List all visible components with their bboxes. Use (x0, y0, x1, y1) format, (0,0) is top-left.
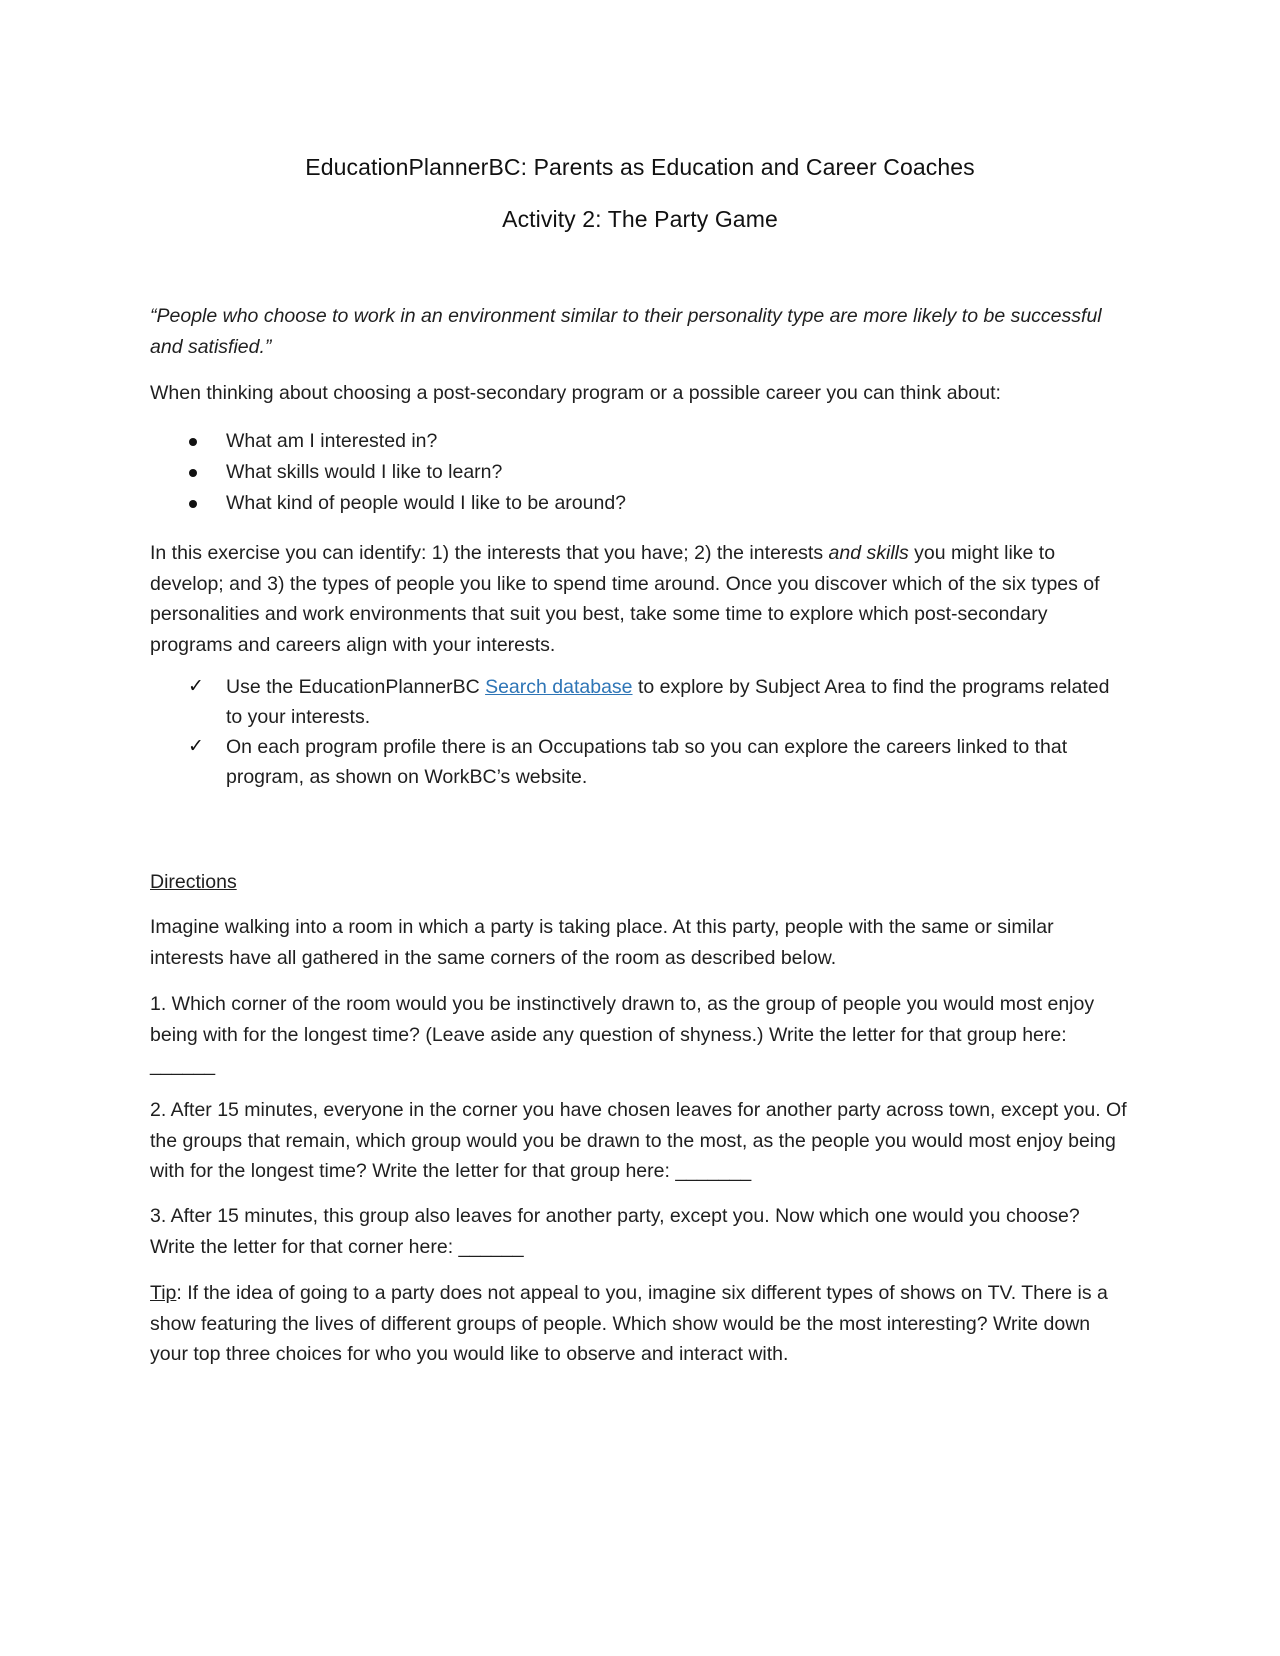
exercise-emphasis: and skills (828, 542, 909, 564)
resource-checklist (150, 672, 1130, 792)
checklist-text: On each program profile there is an Occupations tab so you can explore the careers linked to that program, as shown on WorkBC’s website. (226, 736, 1068, 788)
imagine-paragraph: Imagine walking into a room in which a party is taking place. At this party, people with the same or similar interests have all gathered in the same corners of the room as described below. (150, 916, 1054, 969)
question-list (150, 426, 1130, 519)
list-item (150, 488, 1130, 519)
directions-heading: Directions (150, 871, 237, 893)
personality-quote: “People who choose to work in an environment similar to their personality type are more likely to be successful and satisfied.” (150, 305, 1102, 358)
list-item-text: What kind of people would I like to be around? (226, 492, 627, 514)
question-1: 1. Which corner of the room would you be instinctively drawn to, as the group of people you would most enjoy being with for the longest time? (Leave aside any question of shyness.) Write the letter for that group here: ______ (150, 993, 1095, 1076)
checkmark-icon: ✓ (188, 676, 204, 697)
exercise-paragraph (150, 538, 1130, 660)
bullet-dot-icon (189, 469, 197, 477)
tip-paragraph (150, 1278, 1130, 1370)
question-2: 2. After 15 minutes, everyone in the corner you have chosen leaves for another party across town, except you. Of the groups that remain, which group would you be drawn to the most, as the people you would most enjoy being with for the longest time? Write the letter for that group here: _______ (150, 1099, 1127, 1182)
tip-text: : If the idea of going to a party does not appeal to you, imagine six different types of shows on TV. There is a show featuring the lives of different groups of people. Which show would be the most interesting? Write down your top three choices for who you would like to observe and interact with. (150, 1282, 1108, 1365)
bullet-dot-icon (189, 500, 197, 508)
document-title: EducationPlannerBC: Parents as Education and Career Coaches (305, 154, 975, 180)
bullet-dot-icon (189, 438, 197, 446)
checklist-text-after: to explore by Subject Area to find the programs related to your interests. (226, 676, 1110, 728)
exercise-text-part2: you might like to develop; and 3) the types of people you like to spend time around. Once you discover which of the six types of personalities and work environments that suit you best, take some time to explore which post-secondary programs and careers align with your interests. (150, 542, 1100, 656)
list-item (150, 457, 1130, 488)
intro-paragraph: When thinking about choosing a post-secondary program or a possible career you can think about: (150, 382, 1001, 404)
tip-label: Tip (150, 1282, 177, 1304)
checkmark-icon: ✓ (188, 736, 204, 757)
list-item-text: What am I interested in? (226, 430, 438, 452)
activity-title: Activity 2: The Party Game (502, 206, 778, 232)
question-3: 3. After 15 minutes, this group also leaves for another party, except you. Now which one would you choose? Write the letter for that corner here: ______ (150, 1205, 1080, 1258)
checklist-item-occupations (150, 732, 1130, 792)
list-item (150, 426, 1130, 457)
search-database-link[interactable]: Search database (485, 676, 633, 698)
list-item-text: What skills would I like to learn? (226, 461, 503, 483)
exercise-text-part1: In this exercise you can identify: 1) the interests that you have; 2) the interests (150, 542, 829, 564)
checklist-item-search (150, 672, 1130, 732)
checklist-text-before: Use the EducationPlannerBC (226, 676, 486, 698)
